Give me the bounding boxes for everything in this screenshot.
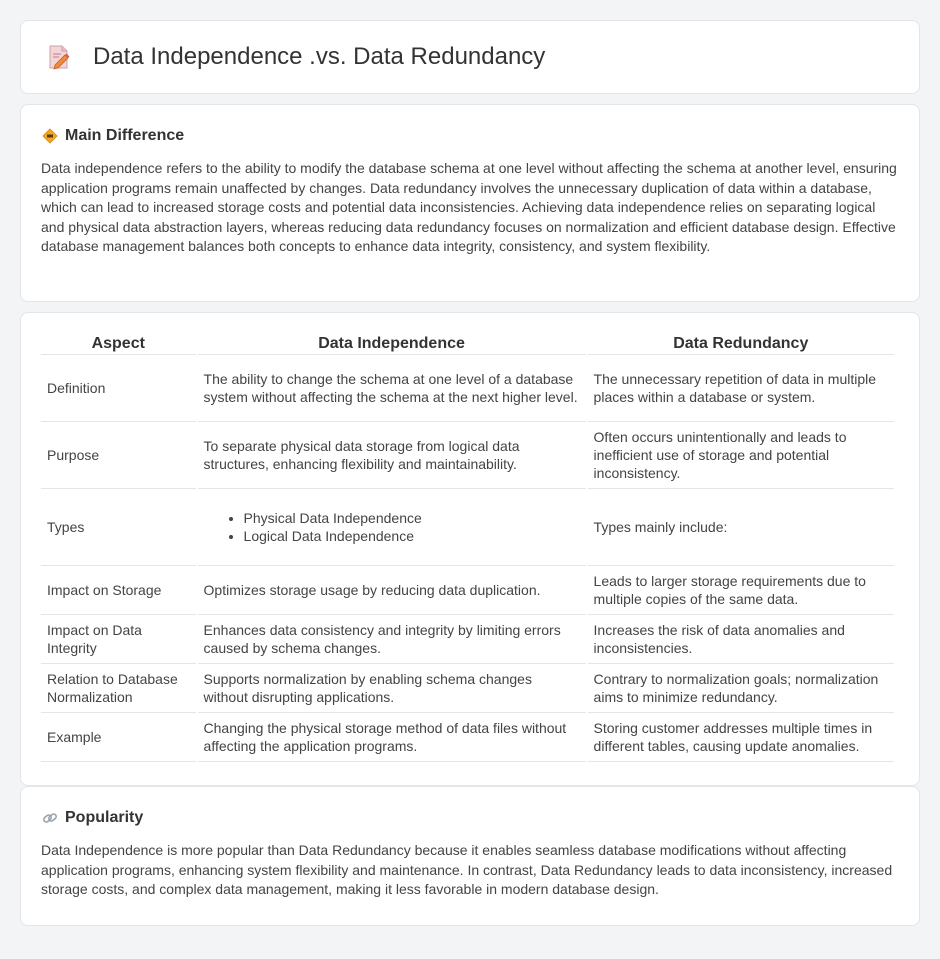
table-row — [41, 664, 894, 713]
comparison-table-card — [20, 312, 920, 786]
document-pencil-icon — [45, 43, 73, 71]
main-difference-heading: Main Difference — [65, 127, 185, 144]
row-aspect: Example — [41, 713, 196, 762]
main-difference-section — [20, 104, 920, 302]
header-data-independence: Data Independence — [198, 329, 586, 355]
row-redundancy: Contrary to normalization goals; normalization aims to minimize redundancy. — [588, 664, 894, 713]
independence-types-list — [204, 509, 580, 545]
row-independence: Supports normalization by enabling schema changes without disrupting applications. — [198, 664, 586, 713]
table-row — [41, 355, 894, 422]
row-aspect: Impact on Data Integrity — [41, 615, 196, 664]
main-difference-header — [41, 125, 899, 147]
page-title: Data Independence .vs. Data Redundancy — [93, 43, 546, 70]
row-redundancy: Often occurs unintentionally and leads to inefficient use of storage and potential inconsistency. — [588, 422, 894, 489]
row-independence — [198, 489, 586, 566]
link-icon — [41, 809, 59, 827]
diamond-sign-icon — [41, 127, 59, 145]
row-aspect: Purpose — [41, 422, 196, 489]
row-redundancy: Increases the risk of data anomalies and inconsistencies. — [588, 615, 894, 664]
row-aspect: Relation to Database Normalization — [41, 664, 196, 713]
header-aspect: Aspect — [41, 329, 196, 355]
popularity-header — [41, 807, 899, 829]
popularity-text: Data Independence is more popular than Data Redundancy because it enables seamless database modifications without affecting application programs, enhancing system flexibility and maintenance. In contrast, Data Redundancy leads to data inconsistency, increased storage costs, and complex data management, making it less favorable in modern database design. — [41, 842, 893, 897]
row-aspect: Definition — [41, 355, 196, 422]
row-aspect: Impact on Storage — [41, 566, 196, 615]
row-independence: Changing the physical storage method of data files without affecting the application programs. — [198, 713, 586, 762]
popularity-heading: Popularity — [65, 809, 144, 826]
comparison-table — [39, 329, 896, 762]
table-row — [41, 566, 894, 615]
table-row — [41, 422, 894, 489]
main-difference-text: Data independence refers to the ability to modify the database schema at one level without affecting the schema at another level, ensuring application programs remain unaffected by changes. Data redundancy involves the unnecessary duplication of data within a database, which can lead to increased storage costs and potential data inconsistencies. Achieving data independence relies on separating logical and physical data abstraction layers, whereas reducing data redundancy focuses on normalization and efficient database design. Effective database management balances both concepts to enhance data integrity, consistency, and system flexibility. — [41, 160, 897, 254]
row-redundancy: Storing customer addresses multiple times in different tables, causing update anomalies. — [588, 713, 894, 762]
row-redundancy: Types mainly include: — [588, 489, 894, 566]
title-card — [20, 20, 920, 94]
table-row — [41, 615, 894, 664]
row-aspect: Types — [41, 489, 196, 566]
row-independence: Enhances data consistency and integrity by limiting errors caused by schema changes. — [198, 615, 586, 664]
popularity-section — [20, 786, 920, 926]
table-header-row — [41, 329, 894, 355]
list-item: • Physical Data Independence — [244, 509, 580, 527]
header-data-redundancy: Data Redundancy — [588, 329, 894, 355]
table-row — [41, 489, 894, 566]
list-item: • Logical Data Independence — [244, 527, 580, 545]
row-redundancy: Leads to larger storage requirements due to multiple copies of the same data. — [588, 566, 894, 615]
row-redundancy: The unnecessary repetition of data in multiple places within a database or system. — [588, 355, 894, 422]
table-row — [41, 713, 894, 762]
row-independence: To separate physical data storage from logical data structures, enhancing flexibility and maintainability. — [198, 422, 586, 489]
row-independence: Optimizes storage usage by reducing data duplication. — [198, 566, 586, 615]
row-independence: The ability to change the schema at one level of a database system without affecting the schema at the next higher level. — [198, 355, 586, 422]
